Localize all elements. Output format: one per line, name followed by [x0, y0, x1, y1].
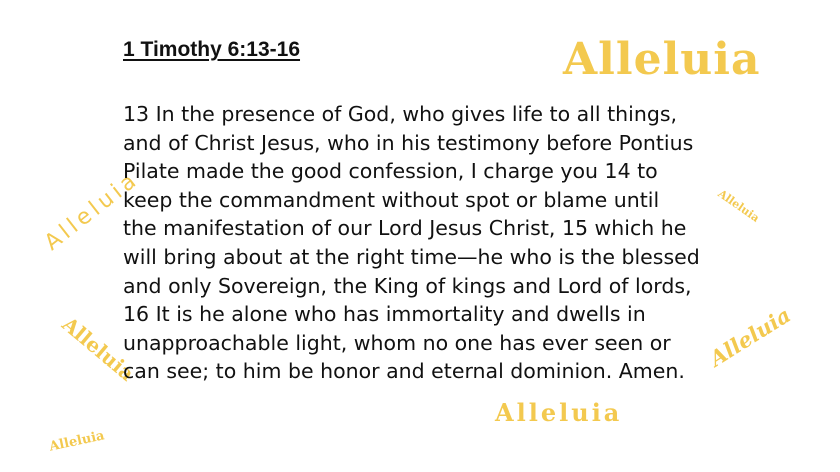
passage-line: keep the commandment without spot or blame until	[123, 187, 660, 212]
passage-line: the manifestation of our Lord Jesus Christ, 15 which he	[123, 216, 687, 241]
alleluia-watermark-bottom-left: Alleluia	[48, 428, 106, 455]
passage-text	[123, 100, 813, 386]
passage-line: unapproachable light, whom no one has ever seen or	[123, 330, 671, 355]
passage-line: Pilate made the good confession, I charge you 14 to	[123, 159, 658, 184]
passage-line: 13 In the presence of God, who gives life to all things,	[123, 102, 678, 126]
alleluia-watermark-large: Alleluia	[563, 34, 761, 85]
alleluia-watermark-right-small: Alleluia	[715, 187, 762, 225]
alleluia-watermark-left: Alleluia	[40, 166, 145, 256]
passage-reference: 1 Timothy 6:13-16	[123, 38, 301, 61]
passage-line: and only Sovereign, the King of kings and Lord of lords,	[123, 273, 692, 298]
passage-line: can see; to him be honor and eternal dominion. Amen.	[123, 359, 685, 384]
passage-line: and of Christ Jesus, who in his testimony before Pontius	[123, 130, 694, 155]
passage-line: 16 It is he alone who has immortality and dwells in	[123, 302, 646, 327]
alleluia-watermark-mid-left: Alleluia	[57, 312, 139, 386]
alleluia-watermark-bottom: Alleluia	[495, 398, 623, 427]
alleluia-watermark-right: Alleluia	[705, 302, 795, 372]
passage-line: will bring about at the right time—he who is the blessed	[123, 244, 700, 269]
